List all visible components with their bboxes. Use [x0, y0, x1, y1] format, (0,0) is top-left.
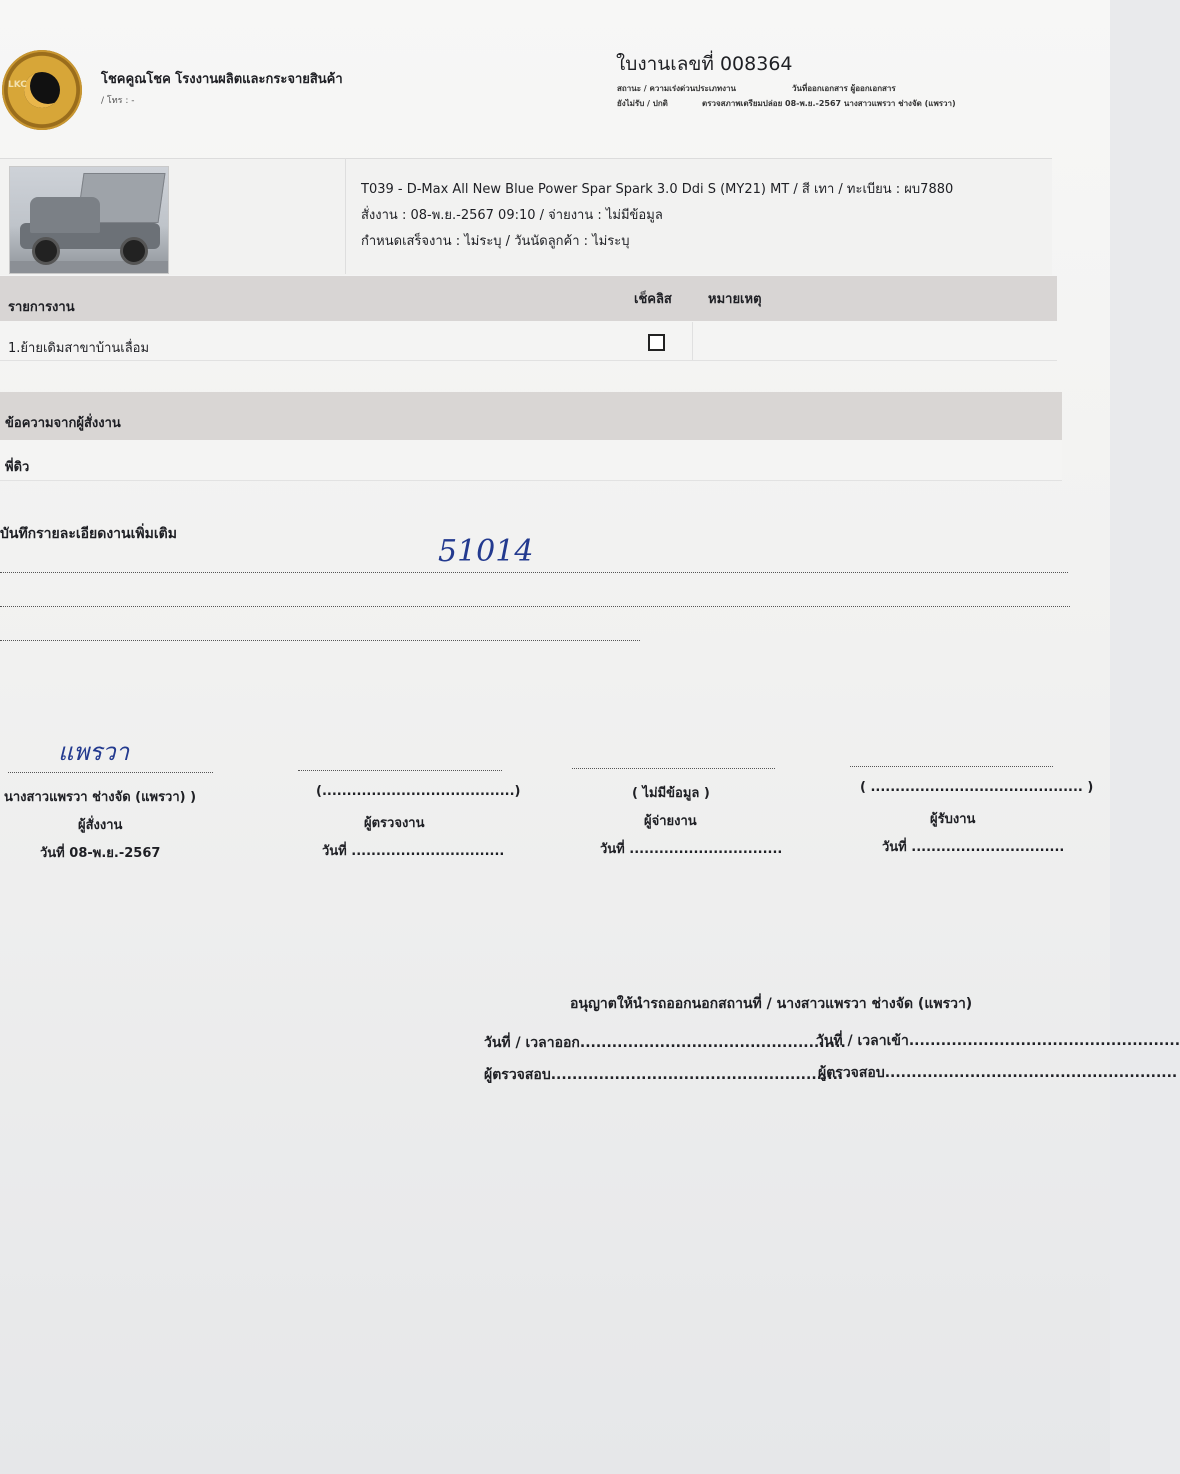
orderer-sign-line: [8, 772, 213, 773]
orderer-date: วันที่ 08-พ.ย.-2567: [40, 846, 161, 861]
receiver-date: วันที่ ...............................: [882, 840, 1065, 855]
gate-out-time: วันที่ / เวลาออก..................................................: [484, 1035, 846, 1051]
col-note-header: หมายเหตุ: [708, 292, 762, 307]
dispatcher-sign-line: [572, 768, 775, 769]
receiver-name: ( ........................................... ): [860, 780, 1094, 795]
notes-title: บันทึกรายละเอียดงานเพิ่มเติม: [0, 526, 177, 542]
inspector-name: (.......................................): [316, 784, 521, 799]
meta-status-label: สถานะ / ความเร่งด่วนประเภทงาน: [617, 84, 736, 93]
gate-pass-title: อนุญาตให้นำรถออกนอกสถานที่ / นางสาวแพรวา ช่างจัด (แพรวา): [570, 996, 973, 1012]
receiver-sign-line: [850, 766, 1053, 767]
notes-line-1: [0, 572, 1068, 573]
vehicle-line-order: สั่งงาน : 08-พ.ย.-2567 09:10 / จ่ายงาน : ไม่มีข้อมูล: [361, 208, 663, 223]
meta-issue-value: ตรวจสภาพเตรียมปล่อย 08-พ.ย.-2567 นางสาวแพรวา ช่างจัด (แพรวา): [702, 99, 956, 108]
message-text: พี่ดิว: [5, 460, 30, 475]
receiver-role: ผู้รับงาน: [930, 812, 976, 827]
orderer-name: นางสาวแพรวา ช่างจัด (แพรวา) ): [4, 790, 197, 805]
logo-text: LKC: [8, 80, 27, 90]
vehicle-line-deadline: กำหนดเสร็จงาน : ไม่ระบุ / วันนัดลูกค้า : ไม่ระบุ: [361, 234, 630, 249]
message-row: [0, 440, 1062, 481]
inspector-role: ผู้ตรวจงาน: [364, 816, 425, 831]
task-checkbox[interactable]: [648, 334, 665, 351]
message-title: ข้อความจากผู้สั่งงาน: [5, 416, 121, 431]
table-row: [0, 322, 1057, 361]
company-name: โชคคูณโชค โรงงานผลิตและกระจายสินค้า: [101, 72, 343, 87]
col-check-header: เช็คลิส: [634, 292, 672, 307]
notes-line-3: [0, 640, 640, 641]
orderer-role: ผู้สั่งงาน: [78, 818, 123, 833]
notes-line-2: [0, 606, 1070, 607]
gate-in-checker: ผู้ตรวจสอบ.......................................................: [818, 1065, 1178, 1081]
company-tel: / โทร : -: [101, 96, 135, 106]
vehicle-divider: [345, 158, 346, 274]
notes-handwritten-value: 51014: [438, 534, 534, 569]
table-column-divider: [692, 322, 693, 360]
company-logo: [2, 50, 82, 130]
swan-logo-icon: [24, 72, 60, 108]
col-item-header: รายการงาน: [8, 300, 75, 315]
vehicle-line-model: T039 - D-Max All New Blue Power Spar Spark 3.0 Ddi S (MY21) MT / สี เทา / ทะเบียน : ผบ7880: [361, 182, 954, 197]
gate-out-checker: ผู้ตรวจสอบ.......................................................: [484, 1067, 844, 1083]
task-item-label: 1.ย้ายเดิมสาขาบ้านเลื่อม: [8, 341, 150, 356]
vehicle-photo: [9, 166, 169, 274]
inspector-date: วันที่ ...............................: [322, 844, 505, 859]
orderer-signature: แพรวา: [58, 738, 130, 766]
meta-issue-label: วันที่ออกเอกสาร ผู้ออกเอกสาร: [792, 84, 896, 93]
dispatcher-date: วันที่ ...............................: [600, 842, 783, 857]
doc-number: ใบงานเลขที่ 008364: [616, 53, 793, 75]
task-table-header: [0, 276, 1057, 321]
dispatcher-role: ผู้จ่ายงาน: [644, 814, 697, 829]
gate-in-time: วันที่ / เวลาเข้า...................................................: [816, 1033, 1180, 1049]
meta-status-value: ยังไม่รับ / ปกติ: [617, 99, 668, 108]
inspector-sign-line: [298, 770, 502, 771]
message-header: [0, 392, 1062, 440]
dispatcher-name: ( ไม่มีข้อมูล ): [632, 786, 710, 801]
